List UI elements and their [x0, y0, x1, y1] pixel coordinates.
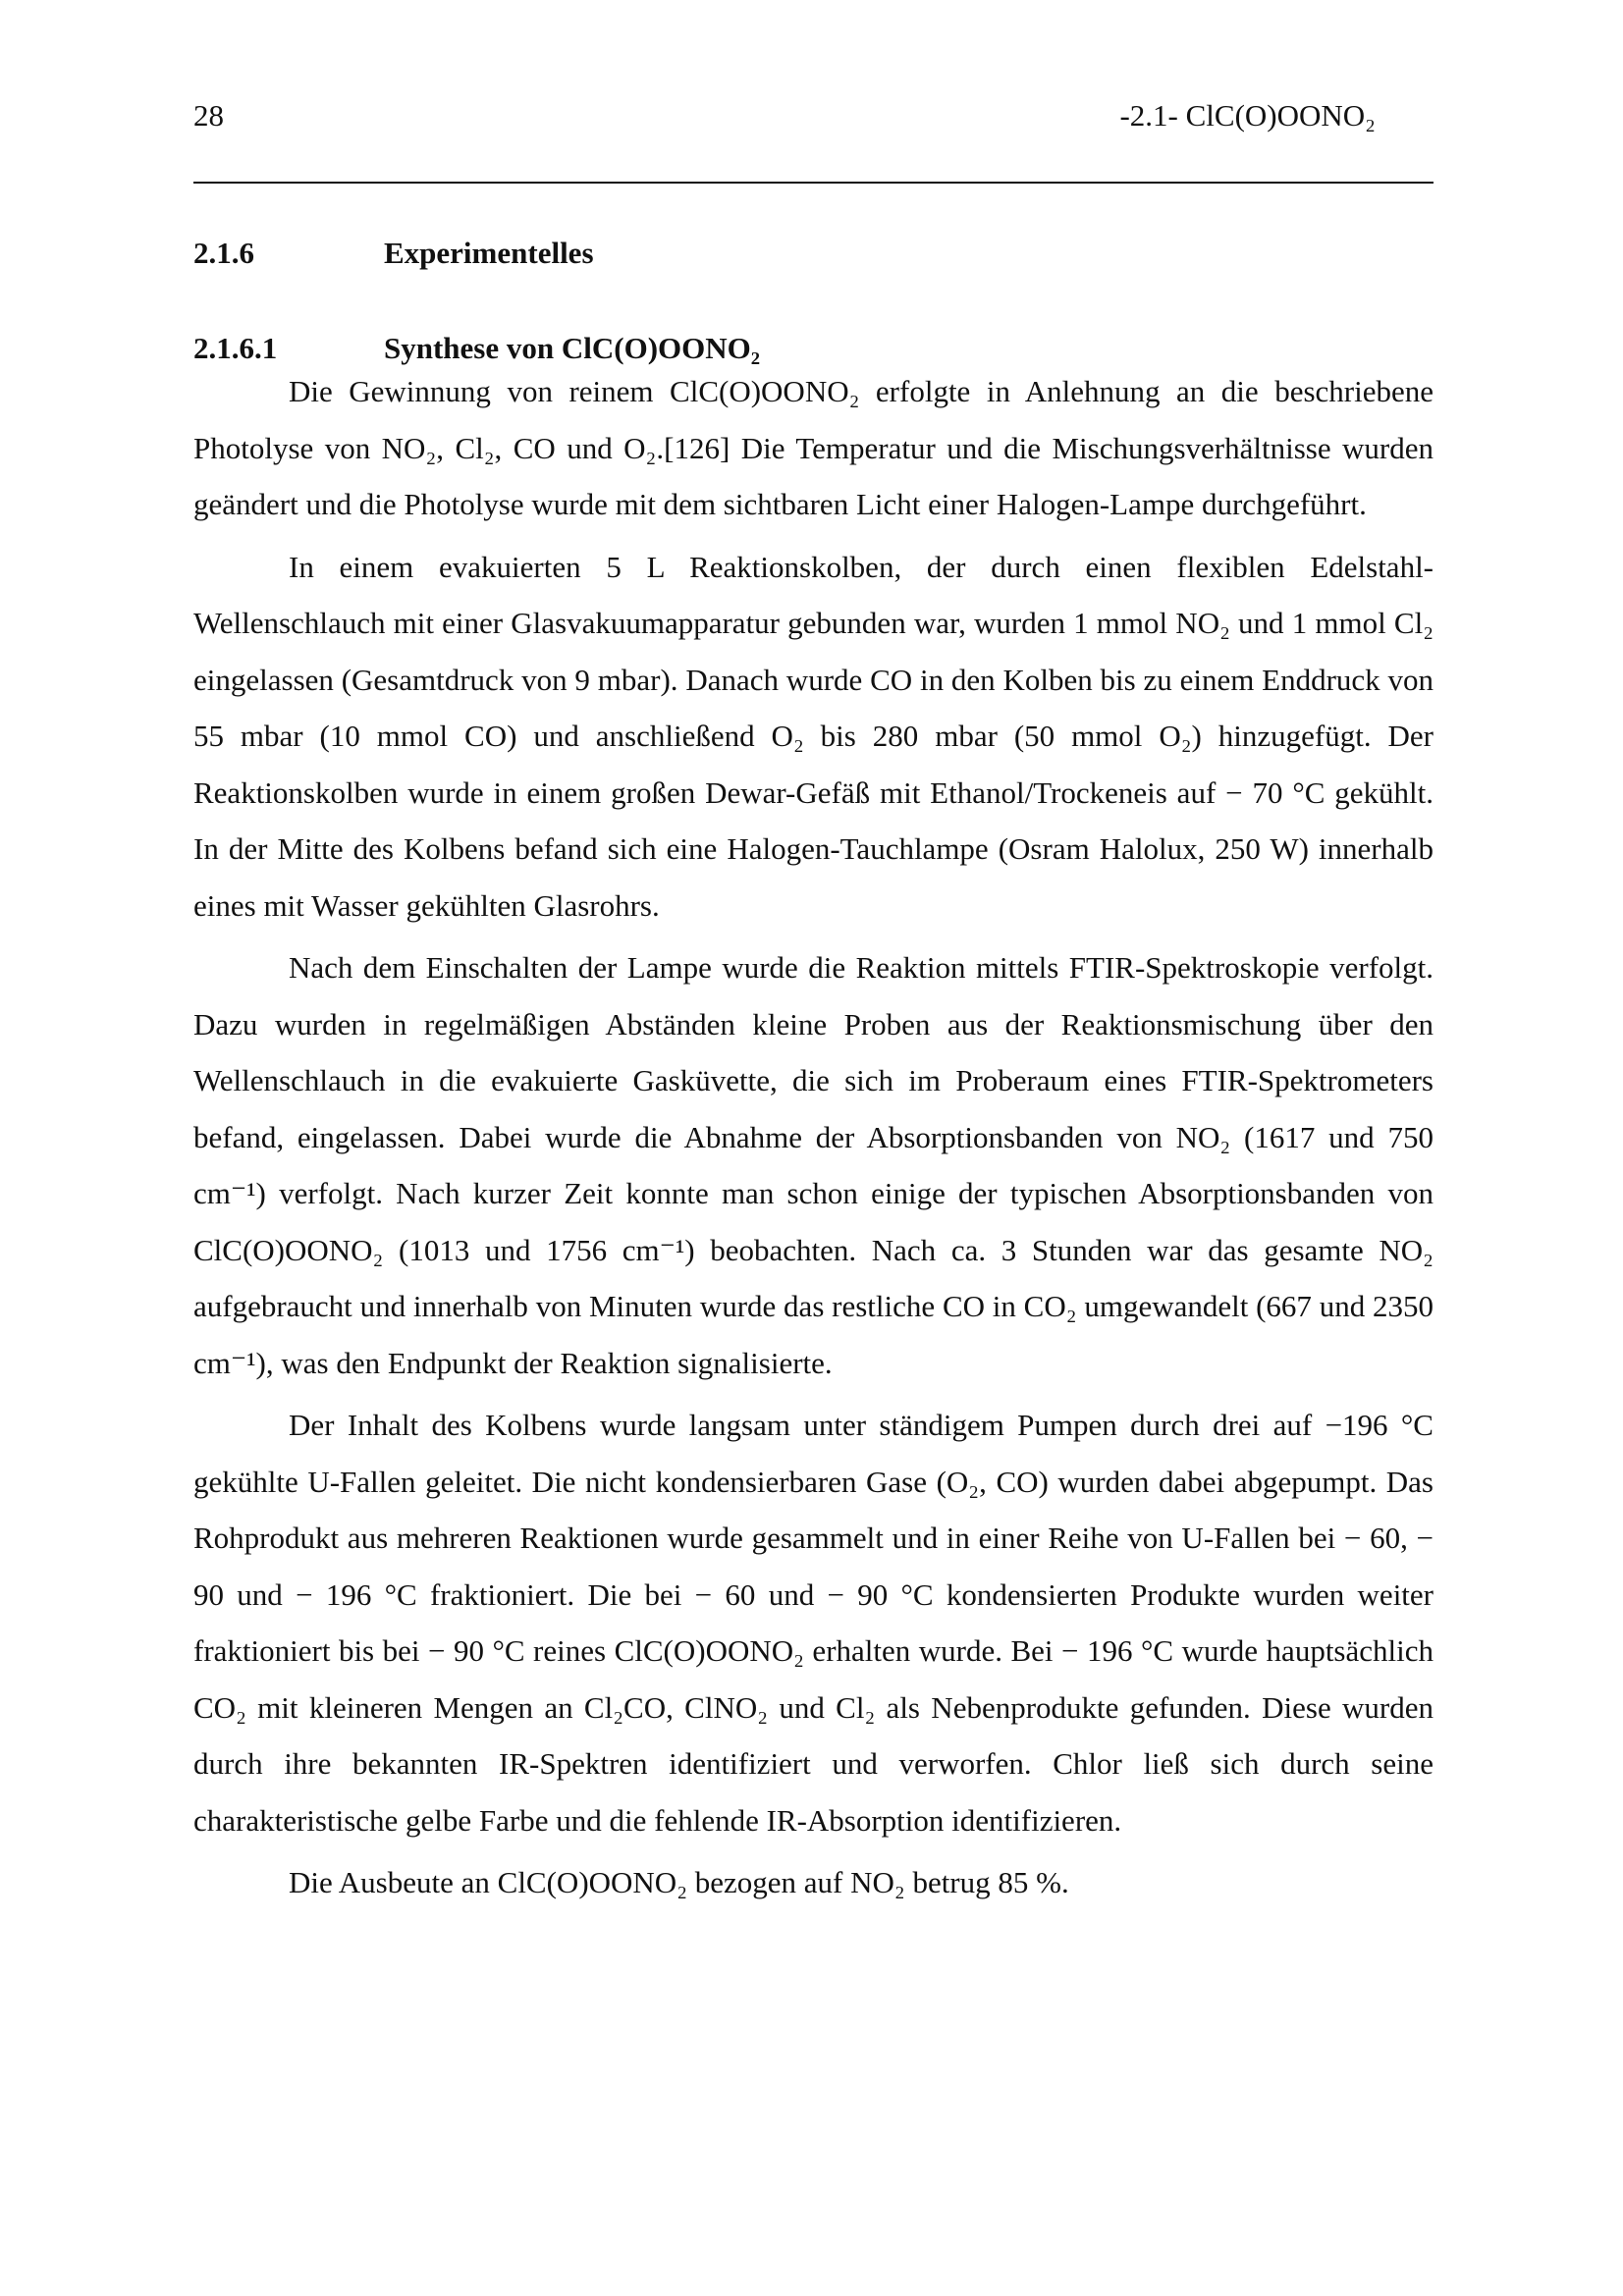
page-number: 28 [193, 98, 224, 133]
paragraph-reaction-setup: In einem evakuierten 5 L Reaktionskolben, der durch einen flexiblen Edelstahl-Wellenschlauch mit einer Glasvakuumapparatur gebunden war, wurden 1 mmol NO₂ und 1 mmol Cl₂ eingelassen (Gesamtdruck von 9 mbar). Danach wurde CO in den Kolben bis zu einem Enddruck von 55 mbar (10 mmol CO) und anschließend O₂ bis 280 mbar (50 mmol O₂) hinzugefügt. Der Reaktionskolben wurde in einem großen Dewar-Gefäß mit Ethanol/Trockeneis auf − 70 °C gekühlt. In der Mitte des Kolbens befand sich eine Halogen-Tauchlampe (Osram Halolux, 250 W) innerhalb eines mit Wasser gekühlten Glasrohrs. [193, 549, 1434, 923]
section-heading [193, 236, 594, 271]
subsection-number: 2.1.6.1 [193, 331, 278, 365]
paragraph-yield: Die Ausbeute an ClC(O)OONO₂ bezogen auf NO₂ betrug 85 %. [289, 1865, 1069, 1899]
body-text [193, 363, 1434, 1911]
running-header-section: -2.1- ClC(O)OONO₂ [1119, 98, 1376, 133]
paragraph-fractionation: Der Inhalt des Kolbens wurde langsam unter ständigem Pumpen durch drei auf −196 °C gekühlte U-Fallen geleitet. Die nicht kondensierbaren Gase (O₂, CO) wurden dabei abgepumpt. Das Rohprodukt aus mehreren Reaktionen wurde gesammelt und in einer Reihe von U-Fallen bei − 60, − 90 und − 196 °C fraktioniert. Die bei − 60 und − 90 °C kondensierten Produkte wurden weiter fraktioniert bis bei − 90 °C reines ClC(O)OONO₂ erhalten wurde. Bei − 196 °C wurde hauptsächlich CO₂ mit kleineren Mengen an Cl₂CO, ClNO₂ und Cl₂ als Nebenprodukte gefunden. Diese wurden durch ihre bekannten IR-Spektren identifiziert und verworfen. Chlor ließ sich durch seine charakteristische gelbe Farbe und die fehlende IR-Absorption identifizieren. [193, 1408, 1434, 1838]
subsection-heading [193, 331, 760, 366]
header-divider [193, 182, 1434, 184]
paragraph-synthesis-intro: Die Gewinnung von reinem ClC(O)OONO₂ erfolgte in Anlehnung an die beschriebene Photolyse von NO₂, Cl₂, CO und O₂.[126] Die Temperatur und die Mischungsverhältnisse wurden geändert und die Photolyse wurde mit dem sichtbaren Licht einer Halogen-Lampe durchgeführt. [193, 374, 1434, 521]
section-number: 2.1.6 [193, 236, 254, 270]
paragraph-ftir-monitoring: Nach dem Einschalten der Lampe wurde die Reaktion mittels FTIR-Spektroskopie verfolgt. Dazu wurden in regelmäßigen Abständen kleine Proben aus der Reaktionsmischung über den Wellenschlauch in die evakuierte Gasküvette, die sich im Proberaum eines FTIR-Spektrometers befand, eingelassen. Dabei wurde die Abnahme der Absorptionsbanden von NO₂ (1617 und 750 cm⁻¹) verfolgt. Nach kurzer Zeit konnte man schon einige der typischen Absorptionsbanden von ClC(O)OONO₂ (1013 und 1756 cm⁻¹) beobachten. Nach ca. 3 Stunden war das gesamte NO₂ aufgebraucht und innerhalb von Minuten wurde das restliche CO in CO₂ umgewandelt (667 und 2350 cm⁻¹), was den Endpunkt der Reaktion signalisierte. [193, 950, 1434, 1380]
subsection-title: Synthese von ClC(O)OONO₂ [384, 331, 761, 365]
section-title: Experimentelles [384, 236, 594, 270]
